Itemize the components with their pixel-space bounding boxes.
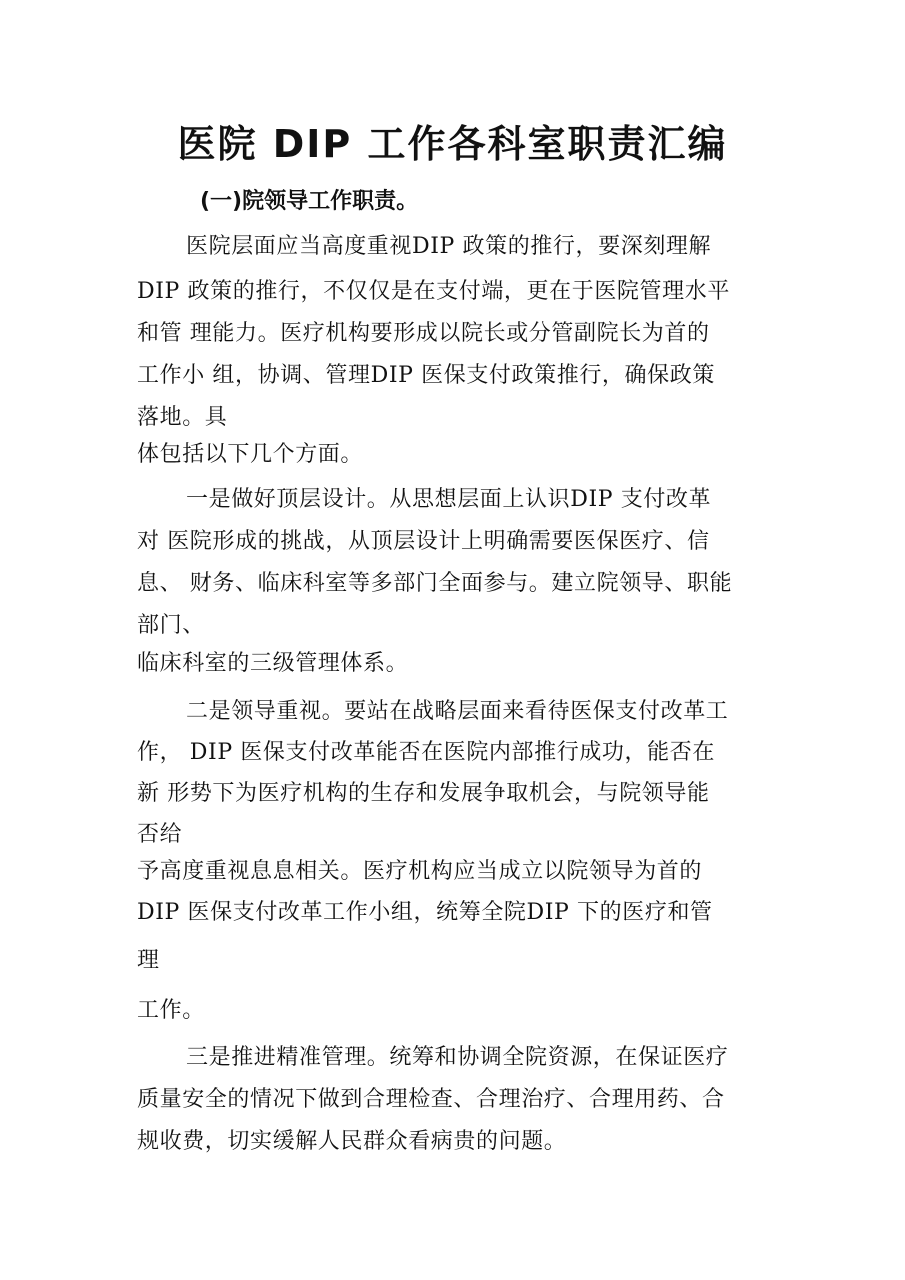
paragraph-line: 规收费，切实缓解人民群众看病贵的问题。 xyxy=(137,1129,567,1154)
paragraph-line: 作， DIP 医保支付改革能否在医院内部推行成功，能否在 xyxy=(137,740,715,765)
paragraph-line: 一是做好顶层设计。从思想层面上认识DIP 支付改革 xyxy=(186,487,712,512)
paragraph-line: 三是推进精准管理。统筹和协调全院资源，在保证医疗 xyxy=(186,1045,729,1070)
paragraph-line: 和管 理能力。医疗机构要形成以院长或分管副院长为首的 xyxy=(137,321,710,346)
paragraph-line: 工作。 xyxy=(137,998,205,1023)
paragraph-line: DIP 政策的推行，不仅仅是在支付端，更在于医院管理水平 xyxy=(137,279,730,304)
paragraph-line: 部门、 xyxy=(137,613,205,638)
section-heading: (一)院领导工作职责。 xyxy=(200,189,419,214)
paragraph-line: 息、 财务、临床科室等多部门全面参与。建立院领导、职能 xyxy=(137,571,733,596)
paragraph-line: 理 xyxy=(137,948,160,973)
paragraph-line: 新 形势下为医疗机构的生存和发展争取机会，与院领导能 xyxy=(137,781,710,806)
document-title: 医院 DIP 工作各科室职责汇编 xyxy=(177,122,728,166)
paragraph-line: DIP 医保支付改革工作小组，统筹全院DIP 下的医疗和管 xyxy=(137,900,713,925)
paragraph-line: 医院层面应当高度重视DIP 政策的推行，要深刻理解 xyxy=(186,234,712,259)
paragraph-line: 质量安全的情况下做到合理检查、合理治疗、合理用药、合 xyxy=(137,1087,725,1112)
paragraph-line: 予高度重视息息相关。医疗机构应当成立以院领导为首的 xyxy=(137,859,703,884)
paragraph-line: 对 医院形成的挑战，从顶层设计上明确需要医保医疗、信 xyxy=(137,529,710,554)
paragraph-line: 二是领导重视。要站在战略层面来看待医保支付改革工 xyxy=(186,699,729,724)
paragraph-line: 工作小 组，协调、管理DIP 医保支付政策推行，确保政策 xyxy=(137,363,715,388)
paragraph-line: 否给 xyxy=(137,822,183,847)
paragraph-line: 体包括以下几个方面。 xyxy=(137,442,364,467)
paragraph-line: 临床科室的三级管理体系。 xyxy=(137,651,409,676)
paragraph-line: 落地。具 xyxy=(137,405,228,430)
